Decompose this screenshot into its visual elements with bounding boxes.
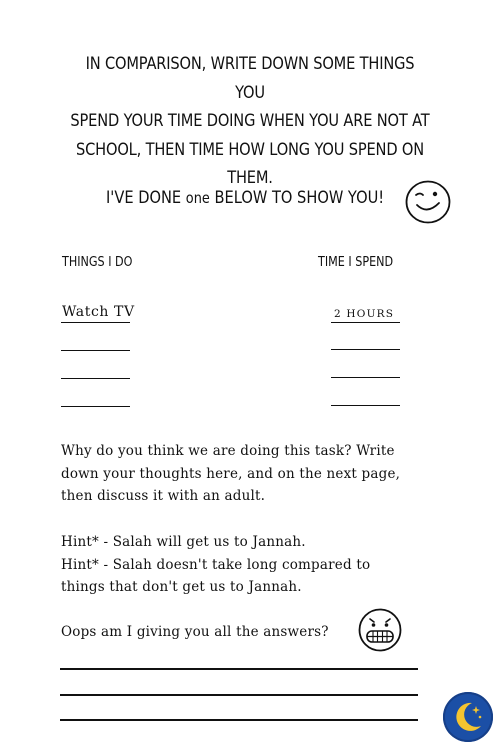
time-line xyxy=(331,322,400,323)
question-line: then discuss it with an adult. xyxy=(61,488,266,504)
example-note xyxy=(106,188,384,208)
time-line[interactable] xyxy=(331,349,400,350)
answer-line[interactable] xyxy=(60,694,418,696)
question-paragraph xyxy=(61,440,451,508)
crescent-moon-icon xyxy=(443,692,493,742)
hints-paragraph xyxy=(61,531,451,599)
example-task: Watch TV xyxy=(62,304,135,320)
moon-stars-badge-icon xyxy=(443,692,493,742)
hint-line: Hint* - Salah will get us to Jannah. xyxy=(61,534,306,550)
heading-line: SCHOOL, THEN TIME HOW LONG YOU SPEND ON xyxy=(76,139,424,160)
heading-line: IN COMPARISON, WRITE DOWN SOME THINGS YOU xyxy=(85,54,415,103)
time-line[interactable] xyxy=(331,405,400,406)
heading-line: SPEND YOUR TIME DOING WHEN YOU ARE NOT AT xyxy=(70,111,430,131)
task-line[interactable] xyxy=(61,406,130,407)
task-line xyxy=(61,322,130,323)
things-column-header: THINGS I DO xyxy=(62,255,133,270)
answer-line[interactable] xyxy=(60,668,418,670)
instructions-heading xyxy=(69,50,430,193)
time-column-header: TIME I SPEND xyxy=(318,255,394,270)
hint-line: things that don't get us to Jannah. xyxy=(61,579,302,595)
example-note-end: BELOW TO SHOW YOU! xyxy=(209,188,385,208)
grinning-smiley-icon xyxy=(355,606,405,654)
hint-line: Hint* - Salah doesn't take long compared to xyxy=(61,556,371,573)
task-line[interactable] xyxy=(61,350,130,351)
time-line[interactable] xyxy=(331,377,400,378)
answer-line[interactable] xyxy=(60,719,418,721)
example-note-start: I'VE DONE xyxy=(106,188,186,208)
oops-line: Oops am I giving you all the answers? xyxy=(61,624,329,640)
question-line: Why do you think we are doing this task? Write xyxy=(61,443,395,459)
example-note-one: one xyxy=(185,189,210,207)
example-time: 2 HOURS xyxy=(334,308,395,320)
task-line[interactable] xyxy=(61,378,130,379)
heading-line: THEM. xyxy=(227,168,273,188)
question-line: down your thoughts here, and on the next page, xyxy=(61,465,401,482)
winking-smiley-icon xyxy=(403,178,453,226)
